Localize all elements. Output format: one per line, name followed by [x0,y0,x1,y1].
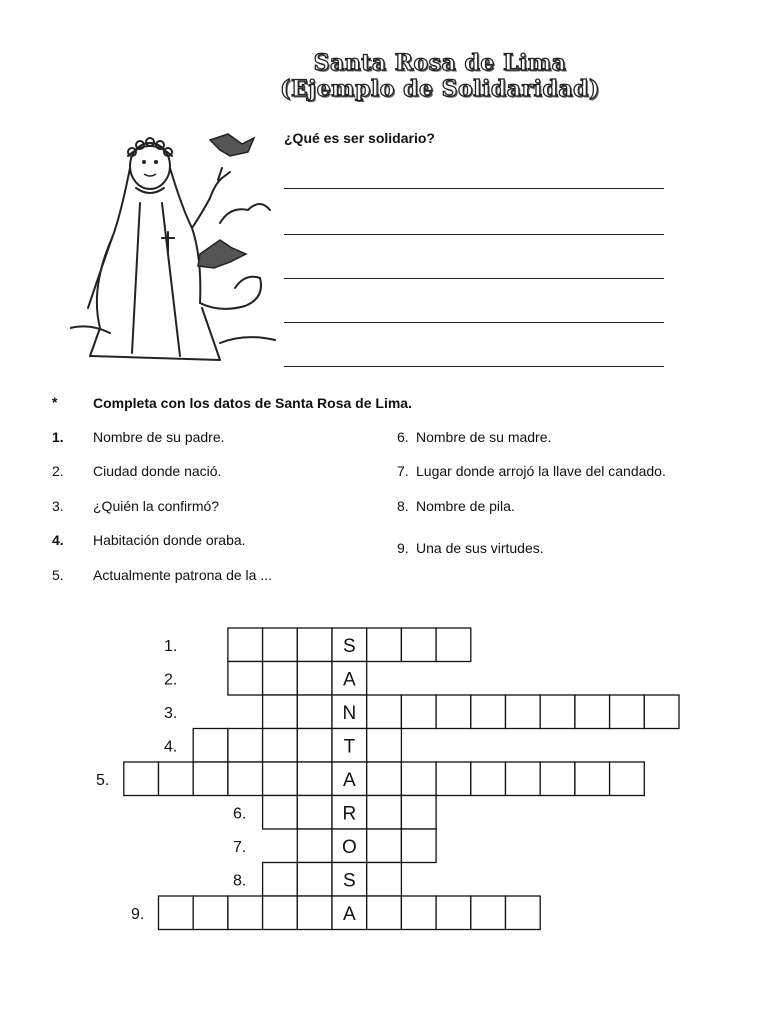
crossword-cell[interactable] [263,695,298,729]
clue-number: 4. [52,532,64,548]
crossword-cell[interactable] [575,762,610,796]
clue-number: 3. [52,498,64,514]
clue-text: Ciudad donde nació. [93,463,222,479]
crossword-key-letter: A [343,769,356,791]
crossword-cell[interactable] [263,762,298,796]
crossword-key-letter: S [343,870,356,892]
clue-number: 2. [52,463,64,479]
crossword-cell[interactable] [401,695,436,729]
crossword-cell[interactable] [297,896,332,930]
crossword-cell[interactable] [367,863,402,897]
crossword-row-number: 4. [164,738,178,756]
crossword-key-letter: A [343,903,356,925]
crossword-cell[interactable] [159,896,194,930]
crossword-key-letter: A [343,669,356,691]
crossword-cell[interactable] [263,729,298,763]
crossword-row-number: 3. [164,704,178,722]
crossword-cell[interactable] [228,628,263,662]
crossword-key-letter: S [343,635,356,657]
crossword-row-4 [164,729,401,763]
crossword-row-5 [96,762,644,796]
crossword-cell[interactable] [297,829,332,863]
crossword-cell[interactable] [263,662,298,696]
crossword-row-9 [131,896,540,930]
clue-number: 6. [397,429,409,445]
crossword-cell[interactable] [540,762,575,796]
crossword-row-1 [164,628,471,662]
crossword-key-letter: O [342,836,357,858]
clue-text: Lugar donde arrojó la llave del candado. [416,463,666,479]
crossword-cell[interactable] [193,762,228,796]
clue-text: Nombre de su padre. [93,429,225,445]
crossword-cell[interactable] [540,695,575,729]
crossword-cell[interactable] [436,762,471,796]
crossword-cell[interactable] [436,628,471,662]
crossword-cell[interactable] [471,695,506,729]
crossword-cell[interactable] [297,628,332,662]
crossword-cell[interactable] [367,762,402,796]
crossword-cell[interactable] [401,829,436,863]
crossword-row-3 [164,695,679,729]
crossword-cell[interactable] [297,863,332,897]
clue-number: 7. [397,463,409,479]
crossword-cell[interactable] [471,762,506,796]
crossword-cell[interactable] [228,896,263,930]
clue-text: Nombre de pila. [416,498,515,514]
crossword-row-6 [233,796,436,830]
crossword-cell[interactable] [228,762,263,796]
crossword-cell[interactable] [297,695,332,729]
crossword-cell[interactable] [367,628,402,662]
crossword-row-number: 9. [131,905,145,923]
crossword-cell[interactable] [575,695,610,729]
crossword-cell[interactable] [263,896,298,930]
crossword-row-number: 1. [164,637,178,655]
crossword-cell[interactable] [367,796,402,830]
clue-number: 5. [52,567,64,583]
crossword-cell[interactable] [297,762,332,796]
crossword-cell[interactable] [367,896,402,930]
crossword-cell[interactable] [159,762,194,796]
crossword-cell[interactable] [263,628,298,662]
crossword-cell[interactable] [297,729,332,763]
clue-text: Actualmente patrona de la ... [93,567,272,583]
crossword-cell[interactable] [506,695,541,729]
crossword-cell[interactable] [610,762,645,796]
crossword-cell[interactable] [401,896,436,930]
clue-text: Habitación donde oraba. [93,532,246,548]
crossword-cell[interactable] [297,796,332,830]
crossword-cell[interactable] [193,896,228,930]
crossword-cell[interactable] [506,762,541,796]
crossword-cell[interactable] [644,695,679,729]
worksheet-subtitle: (Ejemplo de Solidaridad) [280,76,600,102]
crossword-cell[interactable] [401,628,436,662]
crossword-cell[interactable] [401,796,436,830]
clue-number: 9. [397,540,409,556]
clue-text: Una de sus virtudes. [416,540,544,556]
crossword-row-number: 5. [96,771,110,789]
question-text: ¿Qué es ser solidario? [284,130,435,146]
instruction-bullet: * [52,394,58,410]
clue-number: 8. [397,498,409,514]
crossword-row-number: 7. [233,838,247,856]
instruction-text: Completa con los datos de Santa Rosa de Lima. [93,395,412,411]
crossword-cell[interactable] [367,695,402,729]
crossword-key-letter: R [342,803,357,825]
crossword-cell[interactable] [263,863,298,897]
crossword-cell[interactable] [124,762,159,796]
crossword-row-8 [233,863,401,897]
crossword-row-number: 6. [233,805,247,823]
crossword-cell[interactable] [297,662,332,696]
crossword-cell[interactable] [610,695,645,729]
crossword-cell[interactable] [401,762,436,796]
crossword-key-letter: T [343,736,356,758]
crossword-cell[interactable] [228,729,263,763]
crossword-cell[interactable] [471,896,506,930]
crossword-cell[interactable] [506,896,541,930]
crossword-cell[interactable] [367,729,402,763]
crossword-cell[interactable] [228,662,263,696]
crossword-cell[interactable] [367,829,402,863]
crossword-row-7 [233,829,436,863]
crossword-row-number: 2. [164,671,178,689]
worksheet-title: Santa Rosa de Lima [313,50,567,76]
clue-number: 1. [52,429,64,445]
crossword-cell[interactable] [436,695,471,729]
clue-text: Nombre de su madre. [416,429,552,445]
crossword-row-2 [164,662,367,696]
clue-text: ¿Quién la confirmó? [93,498,220,514]
crossword-row-number: 8. [233,872,247,890]
crossword-key-letter: N [342,702,357,724]
crossword-cell[interactable] [193,729,228,763]
crossword-cell[interactable] [436,896,471,930]
crossword-cell[interactable] [263,796,298,830]
